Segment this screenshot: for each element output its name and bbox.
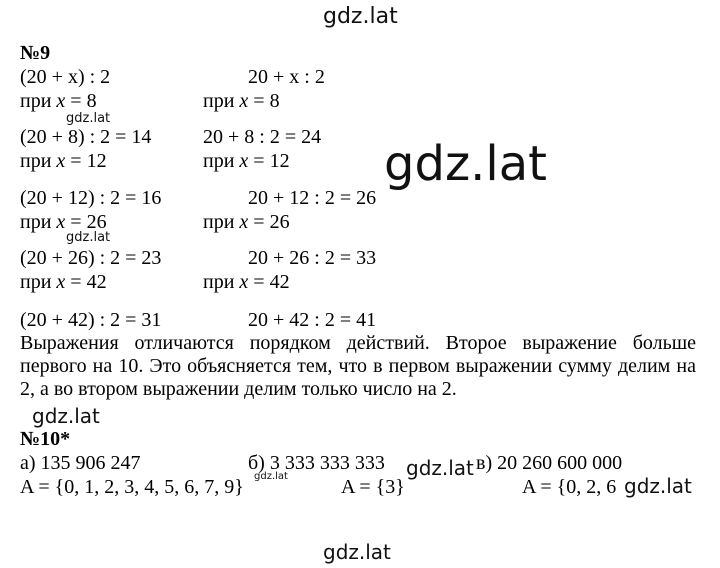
right-condition-2: при x = 12 — [203, 150, 290, 172]
right-result-3: 20 + 26 : 2 = 33 — [248, 247, 377, 269]
left-condition-4: при x = 42 — [20, 271, 107, 293]
item-c-number: в) 20 260 600 000 — [476, 452, 623, 474]
left-result-4: (20 + 42) : 2 = 31 — [20, 309, 162, 331]
right-result-1: 20 + 8 : 2 = 24 — [203, 126, 322, 148]
task10-number: №10* — [20, 428, 71, 450]
right-condition-1: при x = 8 — [203, 90, 280, 112]
left-condition-2: при x = 12 — [20, 150, 107, 172]
task9-number: №9 — [20, 42, 51, 64]
watermark-bottom: gdz.lat — [323, 540, 391, 564]
watermark-tiny: gdz.lat — [254, 471, 288, 482]
right-expression: 20 + x : 2 — [248, 66, 325, 88]
watermark-right: gdz.lat — [624, 474, 692, 498]
watermark-large: gdz.lat — [384, 136, 547, 192]
item-b-number: б) 3 333 333 333 — [248, 452, 385, 474]
left-condition-1: при x = 8 — [20, 90, 97, 112]
left-expression: (20 + x) : 2 — [20, 66, 111, 88]
conclusion-paragraph: Выражения отличаются порядком действий. Второе выражение больше первого на 10. Это объясняется тем, что в первом выражении сумму делим на 2, а во втором выражении делим только число на 2. — [20, 332, 696, 400]
watermark-small-1: gdz.lat — [66, 111, 111, 126]
watermark-small-2: gdz.lat — [66, 230, 111, 245]
right-result-2: 20 + 12 : 2 = 26 — [248, 187, 377, 209]
watermark-mid-left: gdz.lat — [32, 404, 100, 428]
left-result-2: (20 + 12) : 2 = 16 — [20, 187, 162, 209]
left-condition-3: при x = 26 — [20, 211, 107, 233]
item-c-set: A = {0, 2, 6 — [522, 476, 617, 498]
item-b-set: A = {3} — [341, 476, 405, 498]
left-result-1: (20 + 8) : 2 = 14 — [20, 126, 152, 148]
item-a-set: A = {0, 1, 2, 3, 4, 5, 6, 7, 9} — [20, 476, 244, 498]
watermark-row-b: gdz.lat — [406, 456, 474, 480]
watermark-top: gdz.lat — [323, 4, 398, 29]
right-result-4: 20 + 42 : 2 = 41 — [248, 309, 377, 331]
left-result-3: (20 + 26) : 2 = 23 — [20, 247, 162, 269]
right-condition-3: при x = 26 — [203, 211, 290, 233]
right-condition-4: при x = 42 — [203, 271, 290, 293]
item-a-number: а) 135 906 247 — [20, 452, 141, 474]
